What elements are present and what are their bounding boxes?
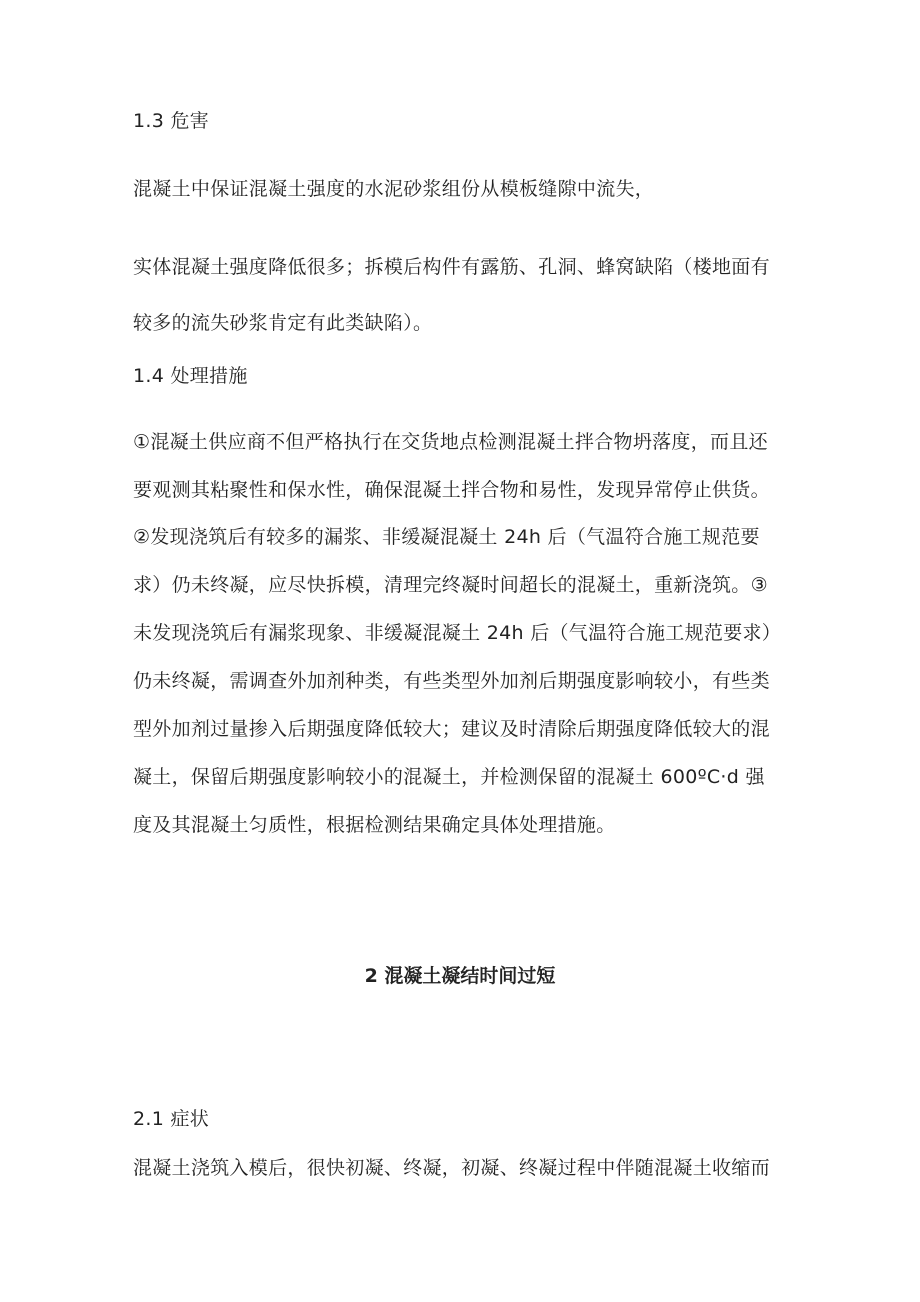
section-1-4-line-1: ①混凝土供应商不但严格执行在交货地点检测混凝土拌合物坍落度，而且还: [133, 431, 768, 453]
section-1-4-line-8: 凝土，保留后期强度影响较小的混凝土，并检测保留的混凝土 600ºC·d 强: [133, 766, 765, 788]
chapter-2-title: 2 混凝土凝结时间过短: [364, 965, 556, 987]
section-1-4-line-9: 度及其混凝土匀质性，根据检测结果确定具体处理措施。: [133, 814, 616, 836]
section-1-4-line-5: 未发现浇筑后有漏浆现象、非缓凝混凝土 24h 后（气温符合施工规范要求）: [133, 622, 782, 644]
section-1-4-line-2: 要观测其粘聚性和保水性，确保混凝土拌合物和易性，发现异常停止供货。: [133, 479, 770, 501]
section-1-3-paragraph-2-line-1: 实体混凝土强度降低很多；拆模后构件有露筋、孔洞、蜂窝缺陷（楼地面有: [133, 256, 770, 278]
section-1-4-line-3: ②发现浇筑后有较多的漏浆、非缓凝混凝土 24h 后（气温符合施工规范要: [133, 526, 760, 548]
section-1-3-paragraph-1: 混凝土中保证混凝土强度的水泥砂浆组份从模板缝隙中流失，: [133, 178, 655, 200]
section-1-4-heading: 1.4 处理措施: [133, 365, 248, 387]
section-2-1-line-1: 混凝土浇筑入模后，很快初凝、终凝，初凝、终凝过程中伴随混凝土收缩而: [133, 1157, 770, 1179]
section-1-4-line-6: 仍未终凝，需调查外加剂种类，有些类型外加剂后期强度影响较小，有些类: [133, 670, 770, 692]
section-1-4-line-7: 型外加剂过量掺入后期强度降低较大；建议及时清除后期强度降低较大的混: [133, 718, 770, 740]
section-2-1-heading: 2.1 症状: [133, 1108, 210, 1130]
section-1-3-heading: 1.3 危害: [133, 110, 210, 132]
section-1-4-line-4: 求）仍未终凝，应尽快拆模，清理完终凝时间超长的混凝土，重新浇筑。③: [133, 574, 768, 596]
section-1-3-paragraph-2-line-2: 较多的流失砂浆肯定有此类缺陷）。: [133, 312, 433, 334]
